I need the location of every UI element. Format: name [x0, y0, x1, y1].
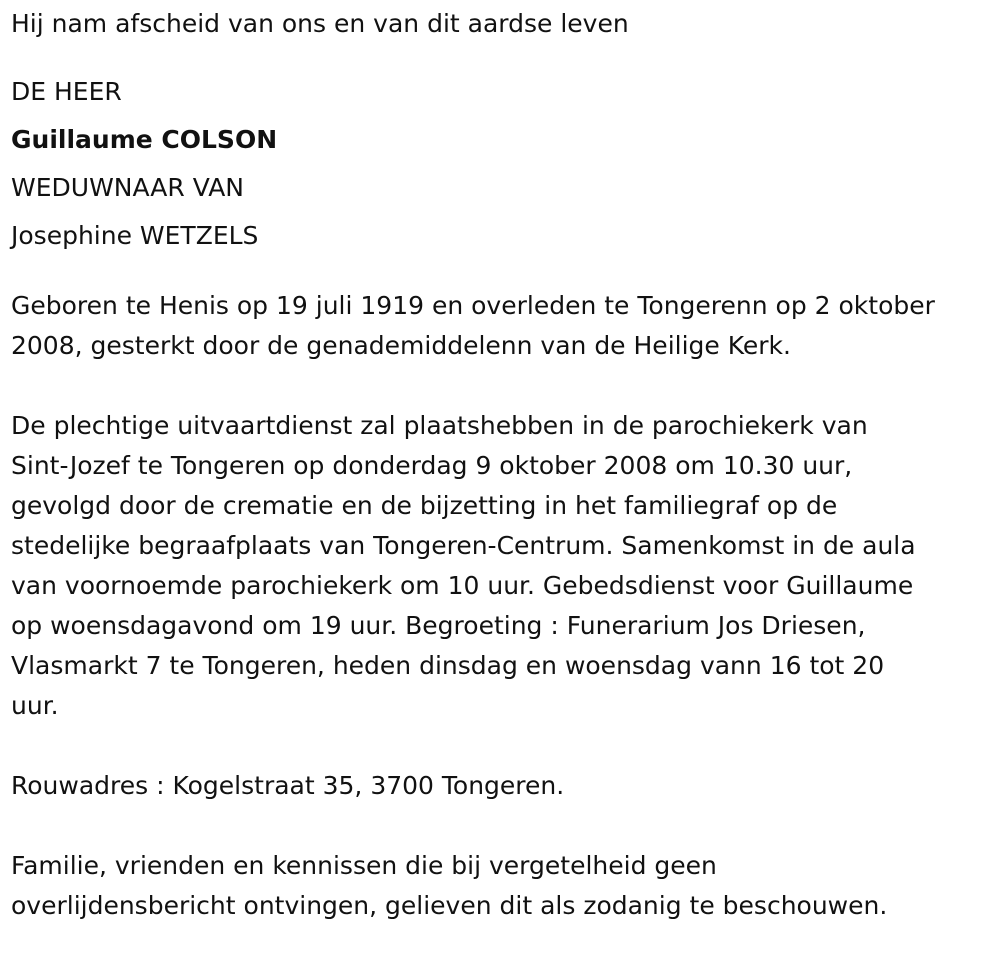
opening-line: Hij nam afscheid van ons en van dit aardse leven: [11, 9, 629, 38]
spacer: [11, 44, 989, 68]
paragraph-line: uur.: [11, 691, 59, 720]
spouse-name: Josephine WETZELS: [11, 221, 259, 250]
paragraph-line: stedelijke begraafplaats van Tongeren-Centrum. Samenkomst in de aula: [11, 531, 916, 560]
paragraph-line: 2008, gesterkt door de genademiddelenn van de Heilige Kerk.: [11, 331, 791, 360]
deceased-name: Guillaume COLSON: [11, 125, 278, 154]
relation-label: WEDUWNAAR VAN: [11, 173, 245, 202]
paragraph-line: gevolgd door de crematie en de bijzetting in het familiegraf op de: [11, 491, 838, 520]
paragraph-line: Vlasmarkt 7 te Tongeren, heden dinsdag en woensdag vann 16 tot 20: [11, 651, 885, 680]
paragraph-line: De plechtige uitvaartdienst zal plaatshebben in de parochiekerk van: [11, 411, 868, 440]
spacer: [11, 806, 989, 846]
paragraph-line: Sint-Jozef te Tongeren op donderdag 9 oktober 2008 om 10.30 uur,: [11, 451, 853, 480]
birth-death-paragraph: [11, 286, 989, 366]
paragraph-line: van voornoemde parochiekerk om 10 uur. Gebedsdienst voor Guillaume: [11, 571, 914, 600]
title-prefix: DE HEER: [11, 77, 122, 106]
closing-paragraph: [11, 846, 989, 926]
spacer: [11, 366, 989, 406]
spacer: [11, 726, 989, 766]
paragraph-line: overlijdensbericht ontvingen, gelieven dit als zodanig te beschouwen.: [11, 891, 888, 920]
mourning-address: Rouwadres : Kogelstraat 35, 3700 Tongeren.: [11, 771, 565, 800]
deceased-heading: [11, 68, 989, 260]
funeral-paragraph: [11, 406, 989, 726]
paragraph-line: op woensdagavond om 19 uur. Begroeting : Funerarium Jos Driesen,: [11, 611, 866, 640]
spacer: [11, 260, 989, 286]
paragraph-line: Geboren te Henis op 19 juli 1919 en overleden te Tongerenn op 2 oktober: [11, 291, 935, 320]
paragraph-line: Familie, vrienden en kennissen die bij vergetelheid geen: [11, 851, 717, 880]
